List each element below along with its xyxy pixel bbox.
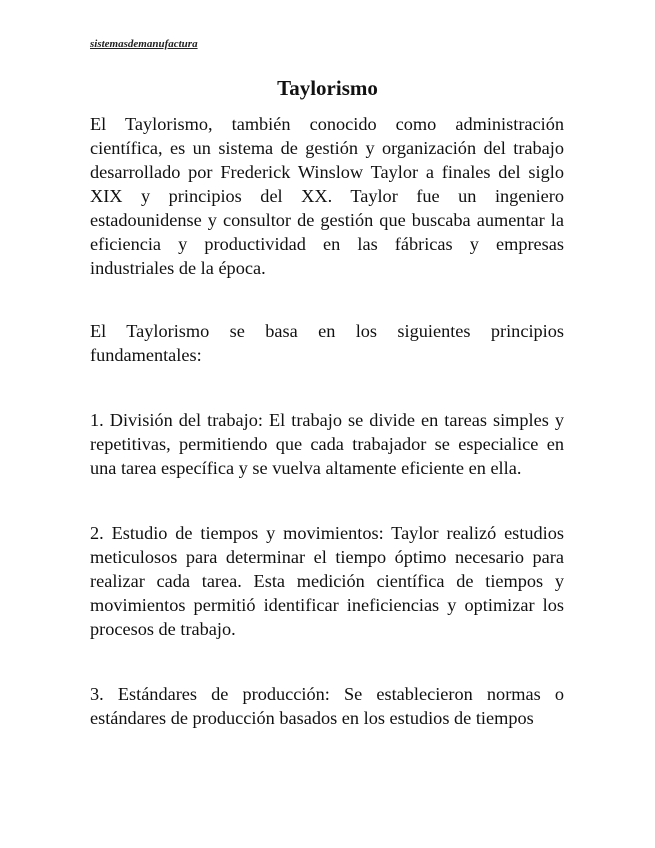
paragraph-principle-3: 3. Estándares de producción: Se establecieron normas o estándares de producción basados en los estudios de tiempos bbox=[90, 684, 564, 728]
running-header: sistemasdemanufactura bbox=[90, 38, 198, 50]
paragraph-intro: El Taylorismo, también conocido como administración científica, es un sistema de gestión y organización del trabajo desarrollado por Frederick Winslow Taylor a finales del siglo XIX y principios del XX. Taylor fue un ingeniero estadounidense y consultor de gestión que buscaba aumentar la eficiencia y productividad en las fábricas y empresas industriales de la época. bbox=[90, 114, 564, 278]
paragraph-principle-2: 2. Estudio de tiempos y movimientos: Taylor realizó estudios meticulosos para determinar el tiempo óptimo necesario para realizar cada tarea. Esta medición científica de tiempos y movimientos permitió identificar ineficiencias y optimizar los procesos de trabajo. bbox=[90, 523, 564, 639]
paragraph-principle-1: 1. División del trabajo: El trabajo se divide en tareas simples y repetitivas, permitiendo que cada trabajador se especialice en una tarea específica y se vuelva altamente eficiente en ella. bbox=[90, 410, 564, 478]
paragraph-principles-lead: El Taylorismo se basa en los siguientes principios fundamentales: bbox=[90, 321, 564, 365]
page-title: Taylorismo bbox=[277, 76, 378, 100]
